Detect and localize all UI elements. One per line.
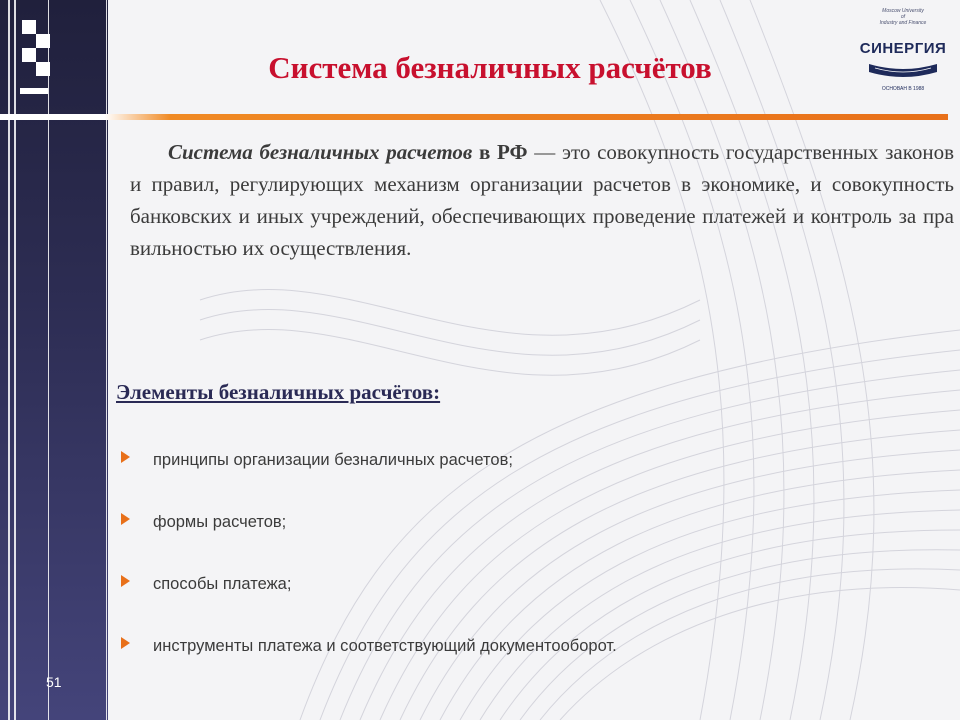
header-divider bbox=[0, 114, 948, 120]
list-item-text: способы платежа; bbox=[153, 575, 292, 593]
definition-paragraph bbox=[130, 136, 954, 264]
sidebar-line bbox=[8, 0, 10, 720]
logo-small-text: Industry and Finance bbox=[879, 20, 927, 26]
sidebar-line bbox=[106, 0, 107, 720]
list-item-text: принципы организации безналичных расчетов; bbox=[153, 451, 513, 469]
sidebar-square bbox=[20, 88, 48, 94]
orange-triangle-bullet-icon bbox=[121, 513, 130, 525]
orange-triangle-bullet-icon bbox=[121, 637, 130, 649]
page-number: 51 bbox=[46, 674, 62, 690]
sidebar-square bbox=[22, 48, 36, 62]
definition-term: Система безналичных расчетов bbox=[168, 140, 473, 164]
logo-brand-name: СИНЕРГИЯ bbox=[859, 40, 947, 57]
list-item-text: формы расчетов; bbox=[153, 513, 287, 531]
list-item bbox=[118, 508, 617, 570]
definition-body: — это совокупность государственных законов и правил, регулирующих механизм организации расчетов в экономике, и совокупность банковских и иных учреждений, обеспечивающих проведение платежей и контроль за пра вильностью их осуществления. bbox=[130, 140, 954, 260]
sidebar-square bbox=[22, 20, 36, 34]
elements-heading: Элементы безналичных расчётов: bbox=[116, 380, 441, 404]
list-item bbox=[118, 446, 617, 508]
list-item bbox=[118, 570, 617, 632]
elements-list bbox=[118, 446, 617, 694]
logo-small-text: Moscow University bbox=[882, 8, 924, 14]
definition-term-suffix: в РФ bbox=[479, 140, 528, 164]
slide-title: Система безналичных расчётов bbox=[268, 50, 712, 85]
logo-year: ОСНОВАН В 1988 bbox=[881, 86, 925, 92]
sidebar-line bbox=[14, 0, 16, 720]
logo-small-text: of bbox=[900, 14, 906, 20]
list-item bbox=[118, 632, 617, 694]
sidebar-square bbox=[36, 62, 50, 76]
logo-ribbon-icon bbox=[865, 60, 941, 82]
synergy-logo bbox=[858, 8, 948, 104]
orange-triangle-bullet-icon bbox=[121, 575, 130, 587]
left-sidebar-decoration bbox=[0, 0, 108, 720]
sidebar-line bbox=[48, 0, 49, 720]
list-item-text: инструменты платежа и соответствующий документооборот. bbox=[153, 637, 617, 655]
orange-triangle-bullet-icon bbox=[121, 451, 130, 463]
sidebar-square bbox=[36, 34, 50, 48]
